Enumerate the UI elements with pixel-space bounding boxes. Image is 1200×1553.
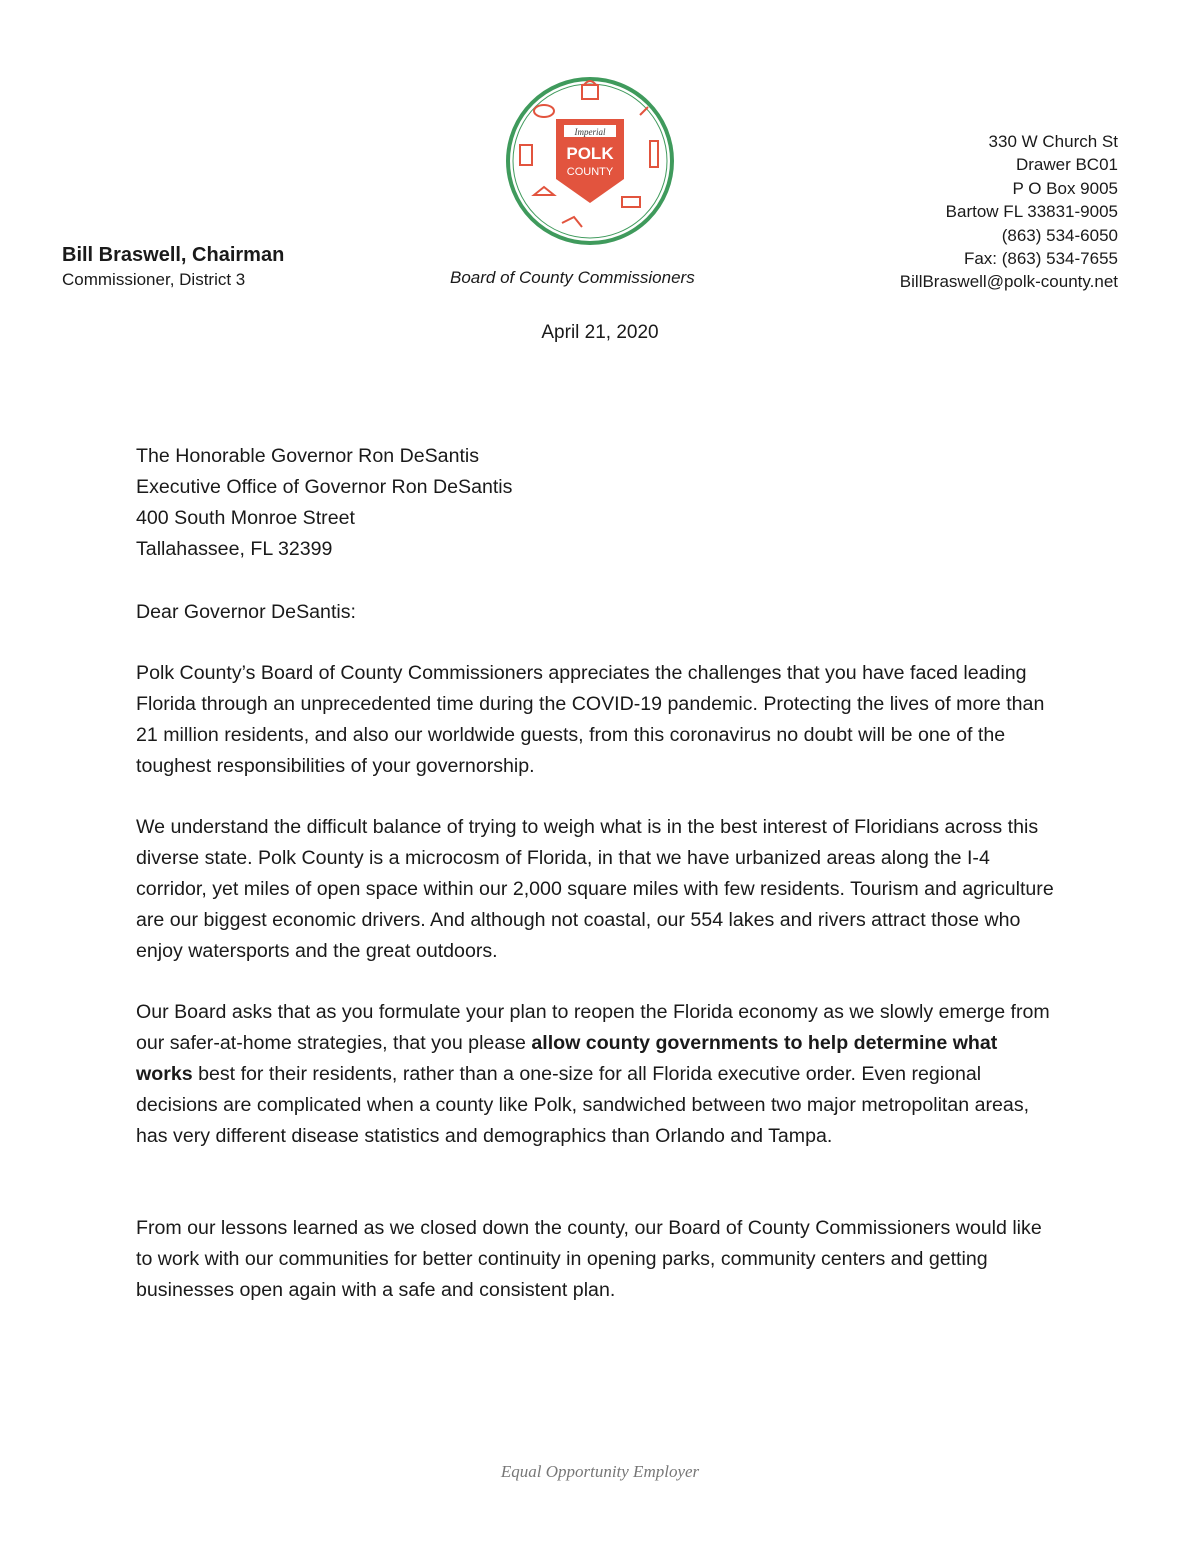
recipient-line: 400 South Monroe Street — [136, 507, 355, 529]
paragraph-1: Polk County’s Board of County Commissioners appreciates the challenges that you have faced leading Florida through an unprecedented time during the COVID-19 pandemic. Protecting the lives of more than 21 million residents, and also our worldwide guests, from this coronavirus no doubt will be one of the toughest responsibilities of your governorship. — [136, 662, 1045, 777]
board-name: Board of County Commissioners — [450, 268, 695, 287]
paragraph-3-text: best for their residents, rather than a one-size for all Florida executive order. Even regional decisions are complicated when a county like Polk, sandwiched between two major metropolitan areas, has very different disease statistics and demographics than Orlando and Tampa. — [136, 1063, 1030, 1147]
salutation: Dear Governor DeSantis: — [136, 601, 356, 623]
recipient-line: The Honorable Governor Ron DeSantis — [136, 445, 480, 467]
address-email: BillBraswell@polk-county.net — [899, 272, 1118, 292]
paragraph-2: We understand the difficult balance of trying to weigh what is in the best interest of Floridians across this diverse state. Polk County is a microcosm of Florida, in that we have urbanized areas along the I-4 corridor, yet miles of open space within our 2,000 square miles with few residents. Tourism and agriculture are our biggest economic drivers. And although not coastal, our 554 lakes and rivers attract those who enjoy watersports and the great outdoors. — [136, 816, 1054, 962]
address-drawer: Drawer BC01 — [1015, 155, 1118, 175]
address-street: 330 W Church St — [988, 132, 1118, 151]
sender-title: Commissioner, District 3 — [62, 270, 246, 289]
recipient-block — [136, 441, 1056, 565]
paragraph-3-emphasis: allow county governments to help determine what works — [136, 1032, 998, 1085]
letter-date: April 21, 2020 — [541, 322, 659, 343]
county-seal-logo — [504, 75, 676, 247]
paragraph-4: From our lessons learned as we closed down the county, our Board of County Commissioners would like to work with our communities for better continuity in opening parks, community centers and getting businesses open again with a safe and consistent plan. — [136, 1217, 1042, 1301]
address-phone: (863) 534-6050 — [1001, 225, 1118, 245]
address-city: Bartow FL 33831-9005 — [945, 202, 1118, 222]
seal-polk-text: POLK — [566, 144, 614, 163]
address-fax: Fax: (863) 534-7655 — [963, 249, 1118, 269]
recipient-line: Tallahassee, FL 32399 — [136, 538, 333, 560]
seal-script-text: Imperial — [574, 127, 606, 137]
paragraph-3 — [136, 997, 1056, 1152]
address-po-box: P O Box 9005 — [1012, 178, 1118, 198]
seal-county-text: COUNTY — [566, 166, 614, 178]
paragraph-3-text: Our Board asks that as you formulate your plan to reopen the Florida economy as we slowly emerge from our safer-at-home strategies, that you please — [136, 1001, 1050, 1054]
sender-name: Bill Braswell, Chairman — [62, 244, 285, 266]
return-address — [900, 130, 1118, 294]
recipient-line: Executive Office of Governor Ron DeSantis — [136, 476, 513, 498]
footer-equal-opportunity: Equal Opportunity Employer — [500, 1462, 700, 1481]
